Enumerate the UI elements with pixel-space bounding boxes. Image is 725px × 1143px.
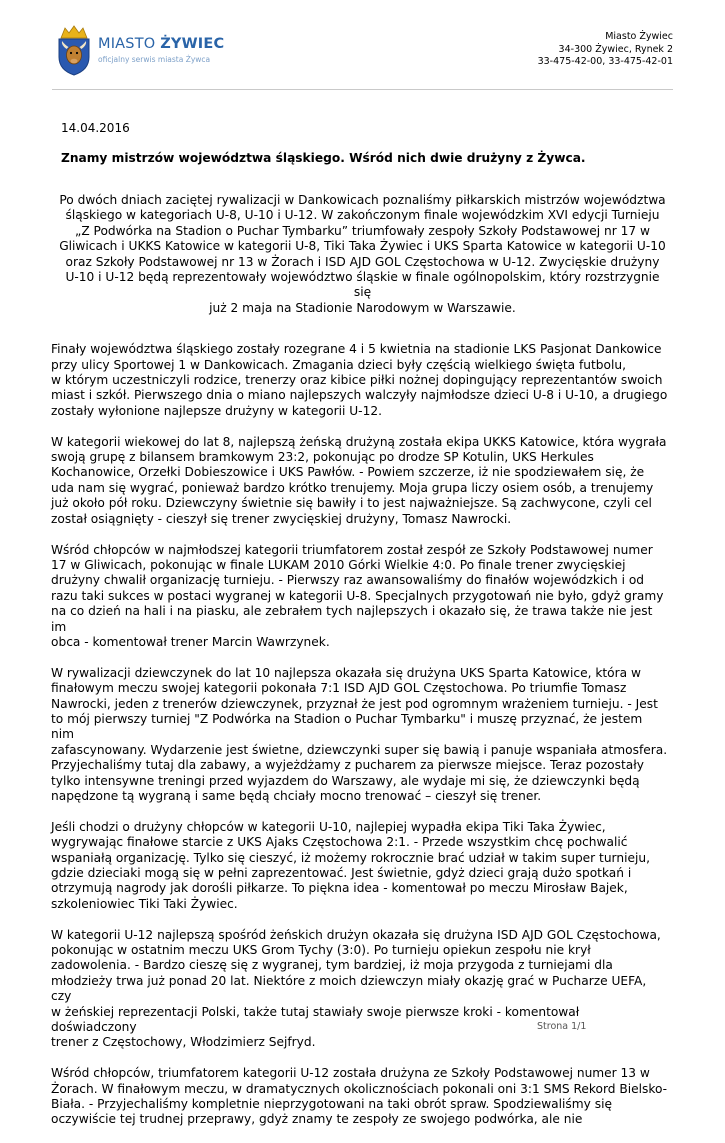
brand-block [98,36,224,64]
paragraph-line: swoją grupę z bilansem bramkowym 23:2, pokonując po drodze SP Kotulin, UKS Herkules [51,450,594,465]
paragraph-line: W rywalizacji dziewczynek do lat 10 najlepsza okazała się drużyna UKS Sparta Katowice, która w [51,665,641,680]
paragraph-line: Biała. - Przyjechaliśmy kompletnie nieprzygotowani na taki obrót spraw. Spodziewaliśmy się [51,1097,612,1112]
paragraph-line: uda nam się wygrać, ponieważ bardzo krótko trenujemy. Moja grupa liczy osiem osób, a trenujemy [51,480,654,495]
paragraph-line: zadowolenia. - Bardzo cieszę się z wygranej, tym bardziej, iż moja przygoda z turniejami dla [51,958,613,973]
paragraph-line: Kochanowice, Orzełki Dobieszowice i UKS Pawłów. - Powiem szczerze, iż nie spodziewałem się, że [51,465,645,480]
contact-block [538,31,673,69]
lead-line: U-10 i U-12 będą reprezentowały województwo śląskie w finale ogólnopolskim, który rozstrzygnie się [65,270,660,300]
paragraph-line: Nawrocki, jeden z trenerów dziewczynek, przyznał że jest pod ogromnym wrażeniem turnieju. - Jest [51,696,658,711]
article-paragraph [51,820,668,912]
brand-prefix: MIASTO [98,36,161,52]
paragraph-line: Wśród chłopców, triumfatorem kategorii U-12 została drużyna ze Szkoły Podstawowej numer 13 w [51,1066,650,1081]
lead-line: śląskiego w kategoriach U-8, U-10 i U-12. W zakończonym finale wojewódzkim XVI edycji Turnieju [65,208,660,223]
paragraph-line: został osiągnięty - cieszył się trener zwycięskiej drużyny, Tomasz Nawrocki. [51,511,512,526]
paragraph-line: oczywiście tej trudnej przeprawy, gdyż znamy te zespoły ze swojego podwórka, ale nie [51,1112,583,1127]
paragraph-line: Przyjechaliśmy tutaj dla zabawy, a wyjeżdżamy z pucharem za pierwsze miejsce. Teraz pozostały [51,758,644,773]
article-paragraph [51,435,668,527]
paragraph-line: wygrywając finałowe starcie z UKS Ajaks Częstochowa 2:1. - Przede wszystkim chcę pochwalić [51,835,628,850]
article-paragraph [51,928,668,1051]
paragraph-line: Finały województwa śląskiego zostały rozegrane 4 i 5 kwietnia na stadionie LKS Pasjonat Dankowice [51,342,662,357]
brand-name: ŻYWIEC [160,36,225,52]
paragraph-line: tylko intensywne treningi przed wyjazdem do Warszawy, ale wydaje mi się, że dziewczynki będą [51,773,640,788]
article-paragraph [51,342,668,419]
document-header [0,0,725,90]
paragraph-line: napędzone tą wygraną i same będą chciały mocno trenować – cieszył się trener. [51,788,542,803]
brand-title [98,36,224,52]
paragraph-line: w żeńskiej reprezentacji Polski, także tutaj stawiały swoje pierwsze kroki - komentował doświadczony [51,1004,580,1035]
paragraph-line: już około pół roku. Dziewczyny świetnie się bawiły i to jest najważniejsze. Są zachwycone, czyli cel [51,496,652,511]
paragraph-line: na co dzień na hali i na piasku, ale zebrałem tych najlepszych i okazało się, że trawa także nie jest im [51,604,653,634]
paragraph-line: Żorach. W finałowym meczu, w dramatycznych okolicznościach pokonali oni 3:1 SMS Rekord Bielsko- [51,1081,668,1096]
paragraph-line: trener z Częstochowy, Włodzimierz Sejfryd. [51,1035,316,1050]
coat-of-arms-icon [56,24,92,76]
paragraph-line: w którym uczestniczyli rodzice, trenerzy oraz kibice piłki nożnej dopingujący reprezentantów swoich [51,373,663,388]
brand-subtitle: oficjalny serwis miasta Żywca [98,55,211,64]
paragraph-line: finałowym meczu swojej kategorii pokonała 7:1 ISD AJD GOL Częstochowa. Po triumfie Tomasz [51,681,627,696]
paragraph-line: szkoleniowiec Tiki Taki Żywiec. [51,896,238,911]
paragraph-line: Wśród chłopców w najmłodszej kategorii triumfatorem został zespół ze Szkoły Podstawowej numer [51,542,653,557]
paragraph-line: pokonując w ostatnim meczu UKS Grom Tychy (3:0). Po turnieju opiekun zespołu nie krył [51,943,591,958]
article-body [51,193,668,1143]
article-paragraph [51,666,668,805]
paragraph-line: przy ulicy Sportowej 1 w Dankowicach. Zmagania dzieci były częścią wielkiego święta futbolu, [51,357,626,372]
paragraph-line: zostały wyłonione najlepsze drużyny w kategorii U-12. [51,403,382,418]
lead-line: „Z Podwórka na Stadion o Puchar Tymbarku” triumfowały zespoły Szkoły Podstawowej nr 17 w [75,223,650,238]
paragraph-line: miast i szkół. Pierwszego dnia o miano najlepszych walczyły najmłodsze dzieci U-8 i U-10, a drugiego [51,388,668,403]
lead-line: Po dwóch dniach zaciętej rywalizacji w Dankowicach poznaliśmy piłkarskich mistrzów województwa [59,193,666,207]
paragraph-line: drużyny chwalił organizację turnieju. - Pierwszy raz awansowaliśmy do finałów wojewódzkich i od [51,573,645,588]
page-number: Strona 1/1 [537,1021,587,1032]
lead-line: już 2 maja na Stadionie Narodowym w Warszawie. [209,300,516,315]
paragraph-line: Jeśli chodzi o drużyny chłopców w kategorii U-10, najlepiej wypadła ekipa Tiki Taka Żywiec, [51,819,606,834]
paragraph-line: W kategorii wiekowej do lat 8, najlepszą żeńską drużyną została ekipa UKKS Katowice, która wygrała [51,434,667,449]
paragraph-line: W kategorii U-12 najlepszą spośród żeńskich drużyn okazała się drużyna ISD AJD GOL Częstochowa, [51,927,661,942]
paragraph-line: wspaniałą organizację. Tylko się cieszyć, iż możemy rokrocznie brać udział w takim super turnieju, [51,850,650,865]
paragraph-line: razu taki sukces w postaci wygranej w kategorii U-8. Specjalnych przygotowań nie było, gdyż gramy [51,588,664,603]
article-paragraph [51,543,668,651]
contact-address: 34-300 Żywiec, Rynek 2 [558,43,673,55]
paragraph-line: otrzymują nagrody jak dorośli piłkarze. To piękna idea - komentował po meczu Mirosław Bajek, [51,881,628,896]
lead-line: oraz Szkoły Podstawowej nr 13 w Żorach i ISD AJD GOL Częstochowa w U-12. Zwycięskie drużyny [65,254,660,269]
article-paragraph [51,1066,668,1128]
article-paragraphs [51,342,668,1128]
site-logo [56,24,224,76]
paragraph-line: to mój pierwszy turniej "Z Podwórka na Stadion o Puchar Tymbarku" i muszę przyznać, że jestem nim [51,711,643,742]
paragraph-line: młodzieży trwa już ponad 20 lat. Niektóre z moich dziewczyn miały okazję grać w Pucharze UEFA, czy [51,973,647,1004]
lead-line: Gliwicach i UKKS Katowice w kategorii U-8, Tiki Taka Żywiec i UKS Sparta Katowice w kategorii U-10 [59,239,666,254]
contact-name: Miasto Żywiec [605,31,673,42]
paragraph-line: gdzie dzieciaki mogą się w pełni zaprezentować. Jest świetnie, gdyż dzieci grają dużo spotkań i [51,866,632,880]
contact-phones: 33-475-42-00, 33-475-42-01 [537,56,673,67]
article-lead [51,193,668,316]
paragraph-line: 17 w Gliwicach, pokonując w finale LUKAM 2010 Górki Wielkie 4:0. Po finale trener zwycięskiej [51,557,626,572]
article-date: 14.04.2016 [61,121,130,135]
article-title: Znamy mistrzów województwa śląskiego. Wśród nich dwie drużyny z Żywca. [61,151,586,165]
paragraph-line: zafascynowany. Wydarzenie jest świetne, dziewczynki super się bawią i panuje wspaniała atmosfera. [51,742,668,757]
header-divider [52,89,673,90]
paragraph-line: obca - komentował trener Marcin Wawrzynek. [51,634,330,649]
